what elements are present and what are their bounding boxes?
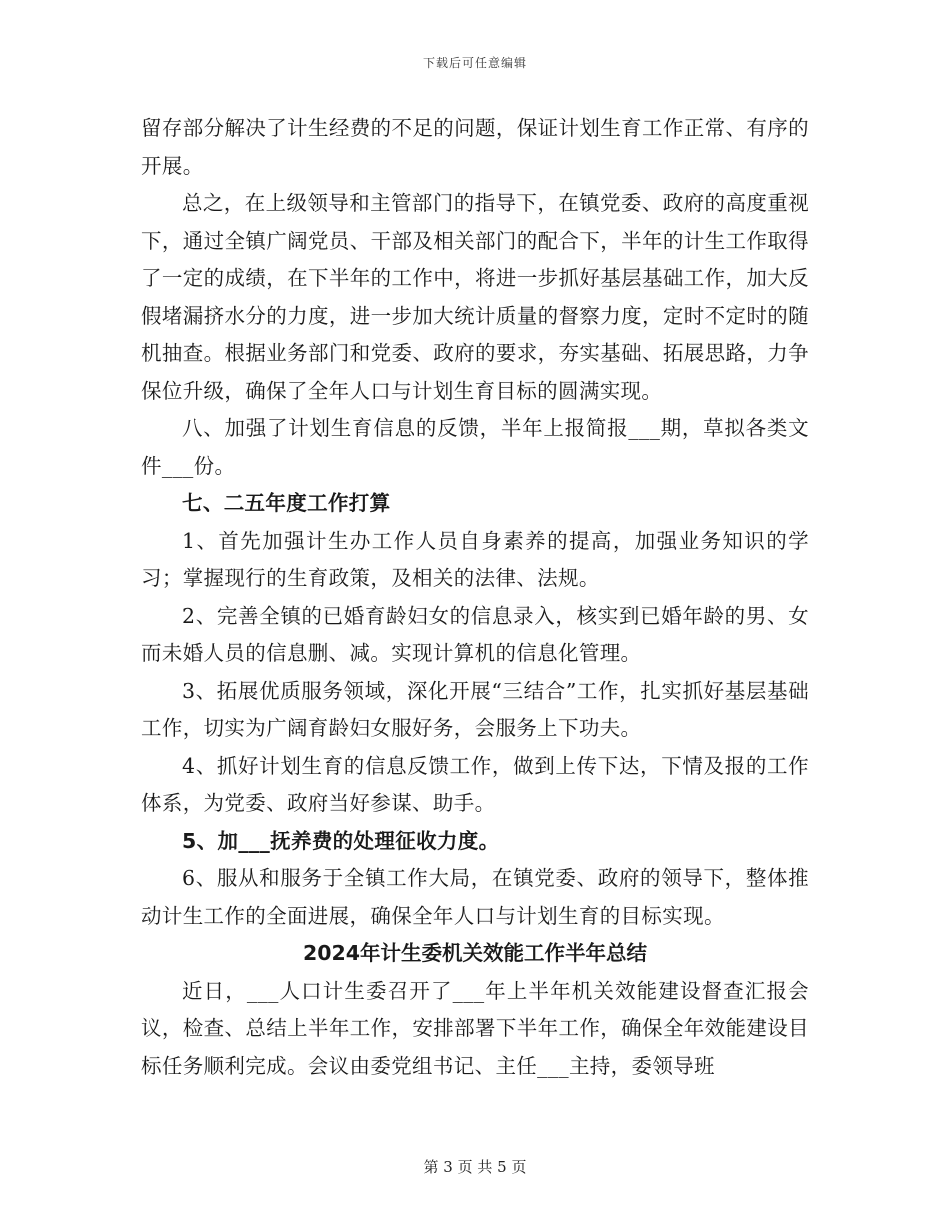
plan-item-1: 1、首先加强计生办工作人员自身素养的提高，加强业务知识的学习；掌握现行的生育政策，及相关的法律、法规。 xyxy=(141,528,809,590)
plan-item-2: 2、完善全镇的已婚育龄妇女的信息录入，核实到已婚年龄的男、女而未婚人员的信息删、减。实现计算机的信息化管理。 xyxy=(141,603,809,665)
paragraph-summary: 总之，在上级领导和主管部门的指导下，在镇党委、政府的高度重视下，通过全镇广阔党员、干部及相关部门的配合下，半年的计生工作取得了一定的成绩，在下半年的工作中，将进一步抓好基层基础工作，加大反假堵漏挤水分的力度，进一步加大统计质量的督察力度，定时不定时的随机抽查。根据业务部门和党委、政府的要求，夯实基础、拓展思路，力争保位升级，确保了全年人口与计划生育目标的圆满实现。 xyxy=(141,191,809,403)
document-title: 2024年计生委机关效能工作半年总结 xyxy=(302,941,648,965)
plan-item-5: 5、加___抚养费的处理征收力度。 xyxy=(182,828,500,853)
paragraph-funding: 留存部分解决了计生经费的不足的问题，保证计划生育工作正常、有序的开展。 xyxy=(141,116,809,178)
paragraph-meeting: 近日，___人口计生委召开了___年上半年机关效能建设督查汇报会议，检查、总结上半年工作，安排部署下半年工作，确保全年效能建设目标任务顺利完成。会议由委党组书记、主任___主持，委领导班 xyxy=(141,978,809,1078)
page-number: 第 3 页 共 5 页 xyxy=(423,1158,527,1176)
plan-item-3: 3、拓展优质服务领域，深化开展“三结合”工作，扎实抓好基层基础工作，切实为广阔育龄妇女服好务，会服务上下功夫。 xyxy=(141,678,809,740)
plan-item-6: 6、服从和服务于全镇工作大局，在镇党委、政府的领导下，整体推动计生工作的全面进展，确保全年人口与计划生育的目标实现。 xyxy=(141,866,809,928)
page-header: 下载后可任意编辑 xyxy=(422,56,527,70)
section-heading-plan: 七、二五年度工作打算 xyxy=(182,491,391,515)
document-body xyxy=(141,110,809,1085)
plan-item-4: 4、抓好计划生育的信息反馈工作，做到上传下达，下情及报的工作体系，为党委、政府当好参谋、助手。 xyxy=(141,753,809,815)
paragraph-feedback: 八、加强了计划生育信息的反馈，半年上报简报___期，草拟各类文件___份。 xyxy=(141,416,809,478)
